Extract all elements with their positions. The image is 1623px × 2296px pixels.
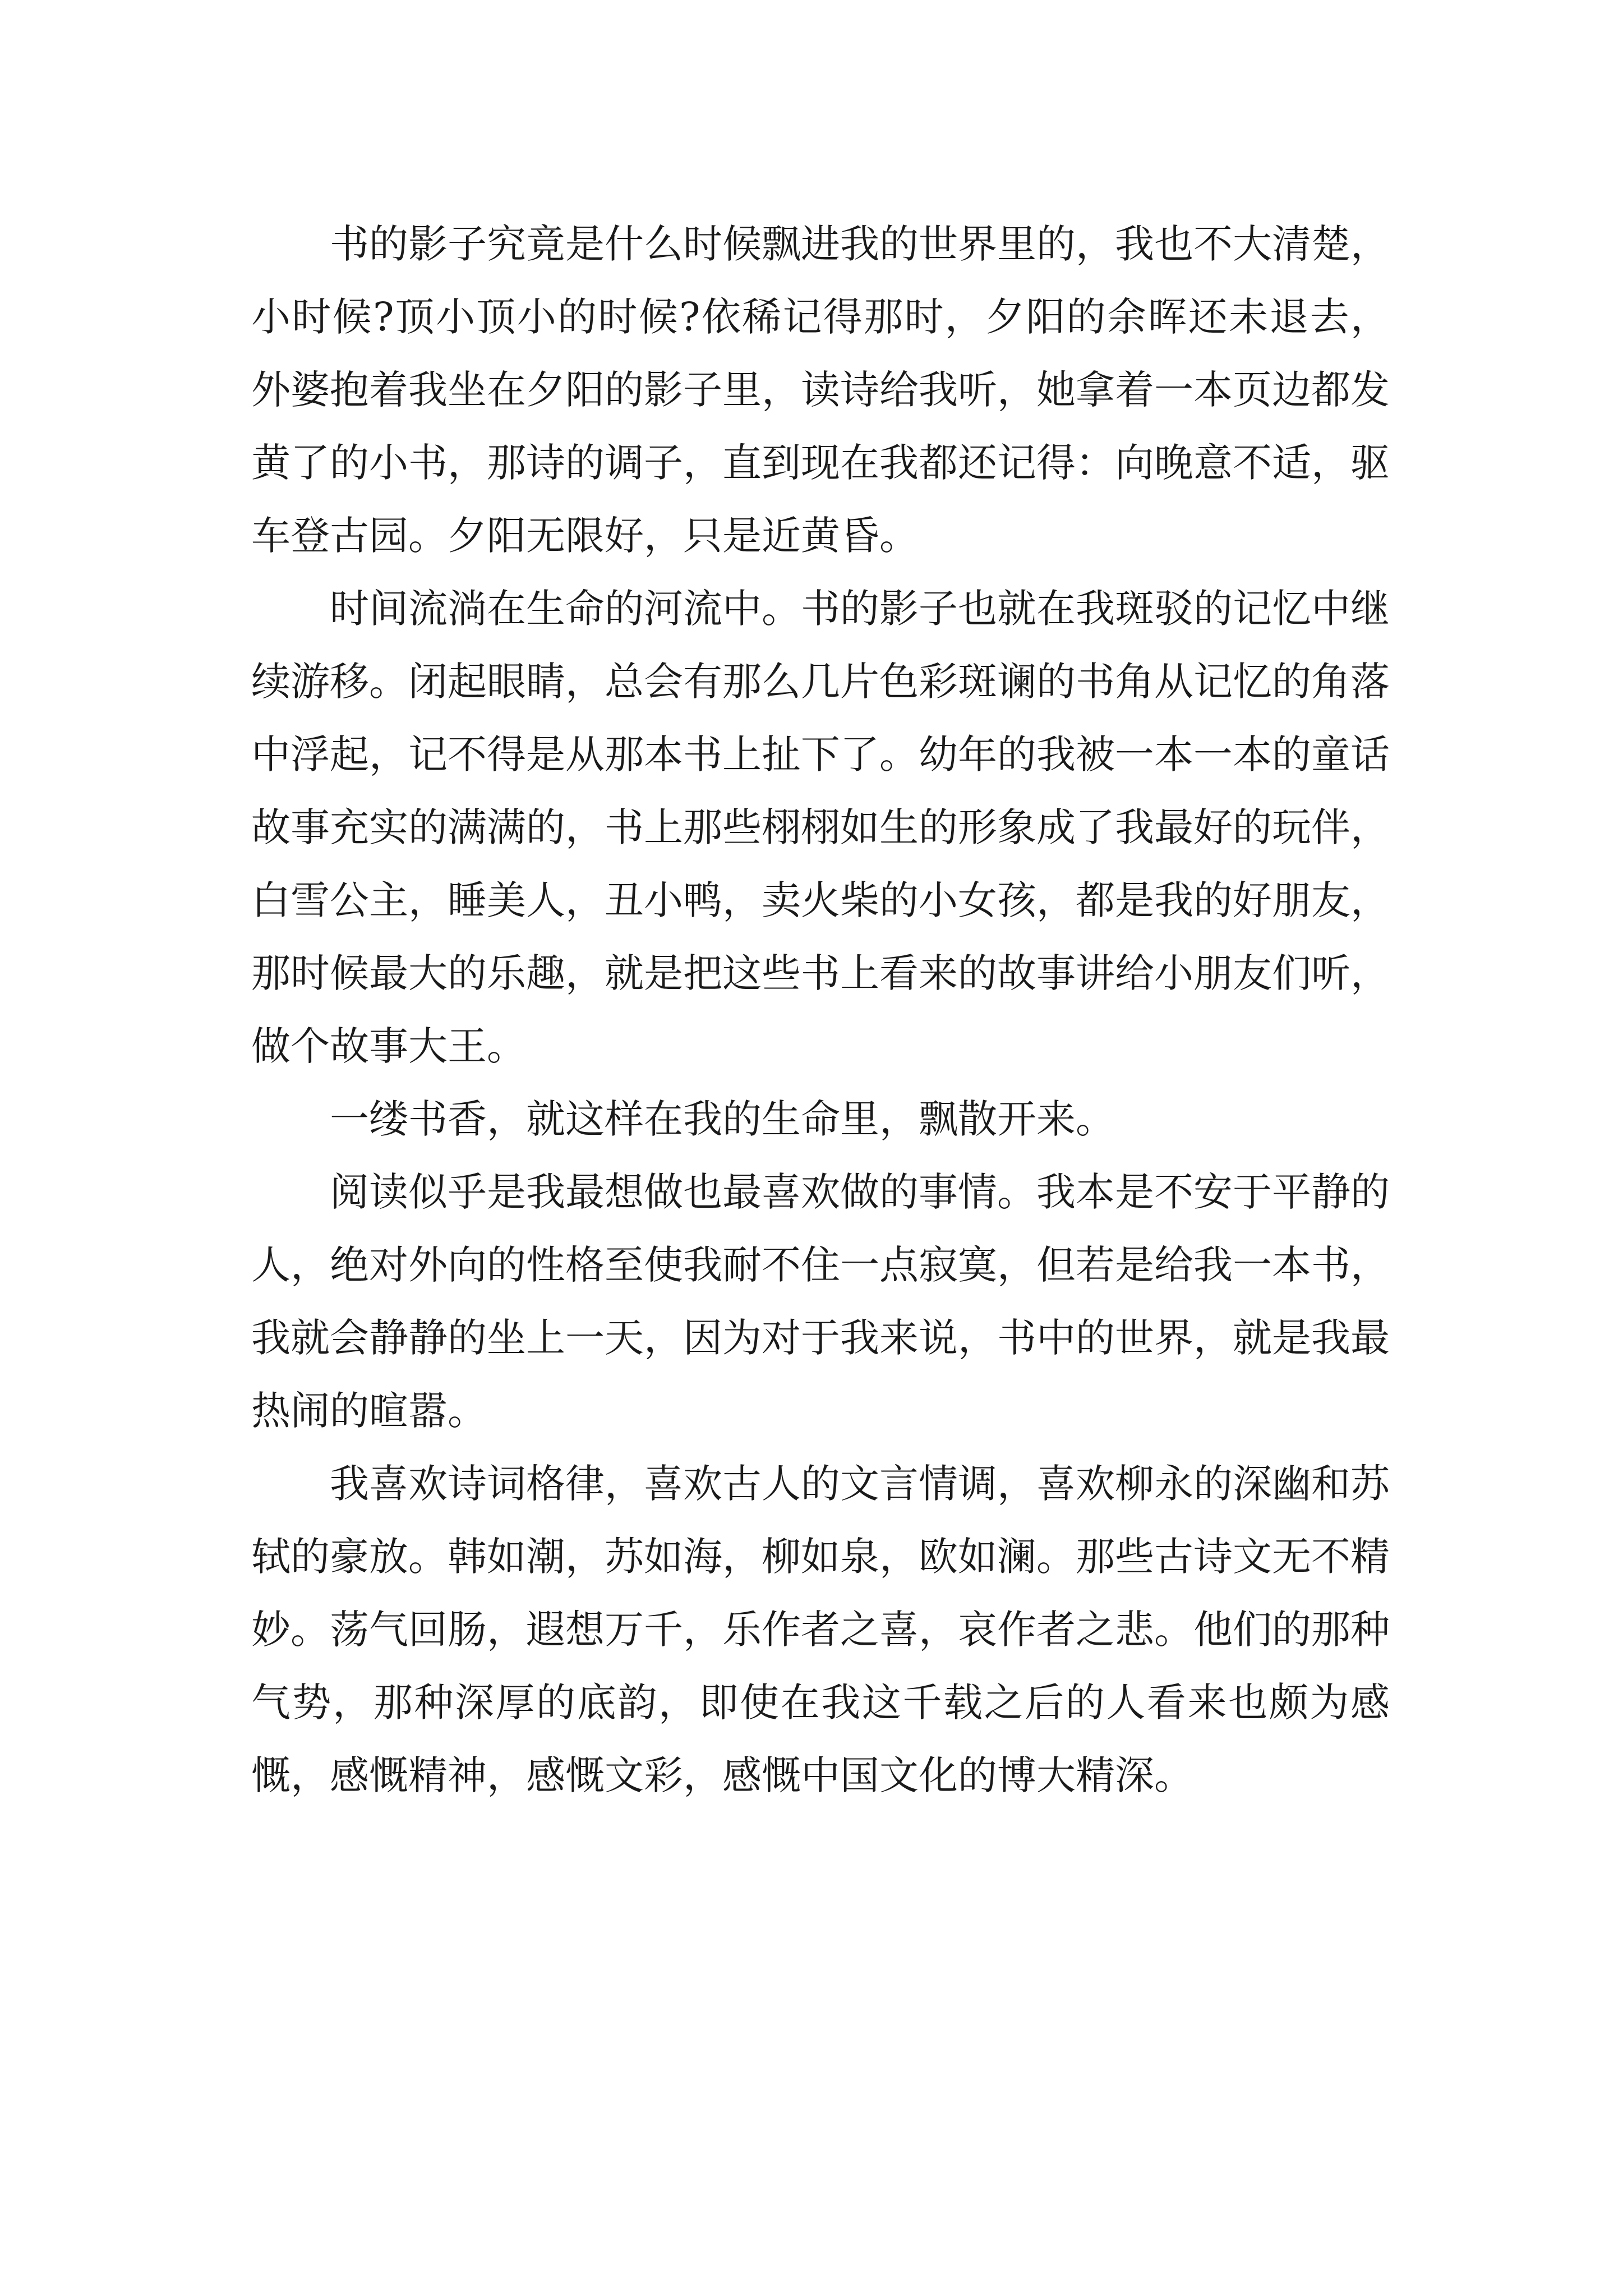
paragraph-5: 我喜欢诗词格律，喜欢古人的文言情调，喜欢柳永的深幽和苏轼的豪放。韩如潮，苏如海，柳如泉，欧如澜。那些古诗文无不精妙。荡气回肠，遐想万千，乐作者之喜，哀作者之悲。他们的那种气势，那种深厚的底韵，即使在我这千载之后的人看来也颇为感慨，感慨精神，感慨文彩，感慨中国文化的博大精深。 [251,1461,1390,1798]
paragraph-4: 阅读似乎是我最想做也最喜欢做的事情。我本是不安于平静的人，绝对外向的性格至使我耐不住一点寂寞，但若是给我一本书，我就会静静的坐上一天，因为对于我来说，书中的世界，就是我最热闹的暄嚣。 [251,1169,1390,1434]
paragraph-3: 一缕书香，就这样在我的生命里，飘散开来。 [330,1096,1115,1142]
paragraph-2: 时间流淌在生命的河流中。书的影子也就在我斑驳的记忆中继续游移。闭起眼睛，总会有那么几片色彩斑谰的书角从记忆的角落中浮起，记不得是从那本书上扯下了。幼年的我被一本一本的童话故事充实的满满的，书上那些栩栩如生的形象成了我最好的玩伴，白雪公主，睡美人，丑小鸭，卖火柴的小女孩，都是我的好朋友，那时候最大的乐趣，就是把这些书上看来的故事讲给小朋友们听，做个故事大王。 [251,586,1390,1069]
document-body [251,208,1390,1812]
paragraph-1: 书的影子究竟是什么时候飘进我的世界里的，我也不大清楚，小时候?顶小顶小的时候?依稀记得那时，夕阳的余晖还未退去，外婆抱着我坐在夕阳的影子里，读诗给我听，她拿着一本页边都发黄了的小书，那诗的调子，直到现在我都还记得：向晚意不适，驱车登古园。夕阳无限好，只是近黄昏。 [251,221,1390,559]
